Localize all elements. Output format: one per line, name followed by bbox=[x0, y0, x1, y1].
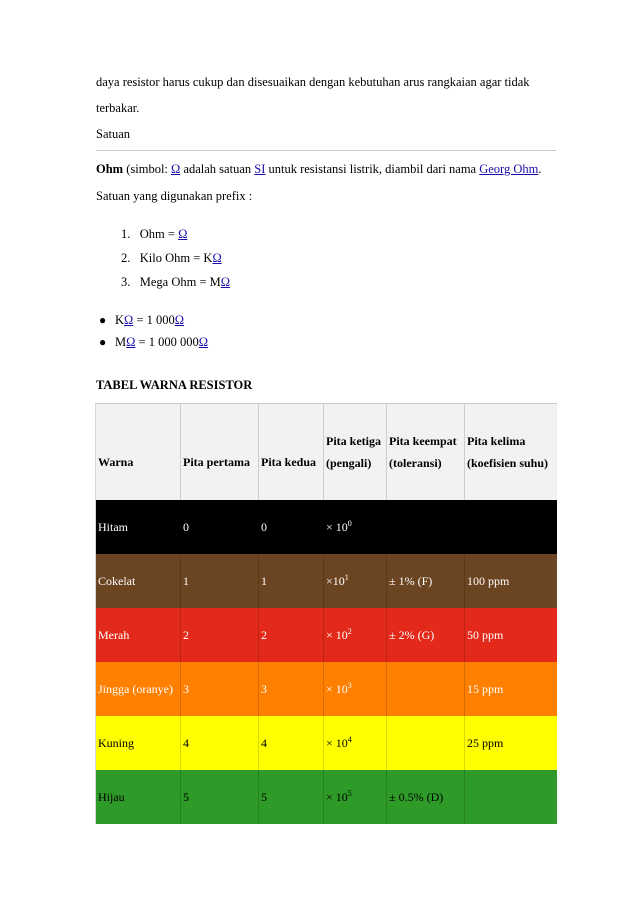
cell-pita-pertama: 3 bbox=[181, 662, 259, 716]
numbered-item-number: 3. bbox=[121, 275, 131, 289]
numbered-item bbox=[121, 275, 230, 290]
numbered-item-number: 1. bbox=[121, 227, 131, 241]
cell-pengali: × $10^2$ bbox=[324, 608, 387, 662]
bullet-icon: ● bbox=[99, 335, 107, 349]
table-row bbox=[96, 716, 557, 770]
bullet-item bbox=[115, 335, 208, 350]
prefix-intro: Satuan yang digunakan prefix : bbox=[96, 189, 253, 203]
cell-toleransi bbox=[387, 662, 465, 716]
table-row bbox=[96, 608, 557, 662]
section-divider bbox=[96, 150, 556, 151]
cell-pita-pertama: 5 bbox=[181, 770, 259, 824]
cell-pita-kedua: 1 bbox=[259, 554, 324, 608]
cell-warna: Cokelat bbox=[96, 554, 181, 608]
ohm-symbol-link[interactable]: Ω bbox=[220, 275, 231, 289]
cell-warna: Kuning bbox=[96, 716, 181, 770]
ohm-def-part-2: adalah satuan bbox=[180, 162, 255, 176]
cell-pita-pertama: 2 bbox=[181, 608, 259, 662]
table-header-row bbox=[96, 404, 557, 501]
numbered-item-number: 2. bbox=[121, 251, 131, 265]
cell-warna: Merah bbox=[96, 608, 181, 662]
cell-pita-kedua: 4 bbox=[259, 716, 324, 770]
georg-ohm-link[interactable]: Georg Ohm bbox=[479, 162, 539, 176]
header-pita-pertama: Pita pertama bbox=[181, 404, 259, 501]
cell-toleransi: ± 2% (G) bbox=[387, 608, 465, 662]
ohm-symbol-link[interactable]: Ω bbox=[198, 335, 209, 349]
cell-pita-kedua: 0 bbox=[259, 500, 324, 554]
cell-koefisien-suhu bbox=[465, 500, 557, 554]
cell-koefisien-suhu: 100 ppm bbox=[465, 554, 557, 608]
bullet-icon: ● bbox=[99, 313, 107, 327]
table-row bbox=[96, 500, 557, 554]
numbered-item bbox=[121, 227, 187, 242]
section-heading-satuan: Satuan bbox=[96, 127, 131, 141]
resistor-color-table bbox=[95, 403, 557, 824]
cell-warna: Jingga (oranye) bbox=[96, 662, 181, 716]
intro-line-1: daya resistor harus cukup dan disesuaikan dengan kebutuhan arus rangkaian agar tidak bbox=[96, 75, 530, 89]
cell-pita-kedua: 2 bbox=[259, 608, 324, 662]
bullet-prefix: K bbox=[115, 313, 125, 327]
ohm-symbol-link[interactable]: Ω bbox=[178, 227, 188, 241]
ohm-definition bbox=[96, 162, 542, 177]
header-pita-ketiga: Pita ketiga (pengali) bbox=[324, 404, 387, 501]
cell-koefisien-suhu: 50 ppm bbox=[465, 608, 557, 662]
ohm-symbol-link[interactable]: Ω bbox=[124, 313, 134, 327]
cell-pita-kedua: 3 bbox=[259, 662, 324, 716]
cell-pita-kedua: 5 bbox=[259, 770, 324, 824]
cell-koefisien-suhu: 15 ppm bbox=[465, 662, 557, 716]
cell-pengali: × $10^3$ bbox=[324, 662, 387, 716]
cell-toleransi: ± 0.5% (D) bbox=[387, 770, 465, 824]
header-pita-kelima: Pita kelima (koefisien suhu) bbox=[465, 404, 557, 501]
table-row bbox=[96, 554, 557, 608]
cell-toleransi bbox=[387, 500, 465, 554]
ohm-symbol-link[interactable]: Ω bbox=[212, 251, 222, 265]
cell-warna: Hijau bbox=[96, 770, 181, 824]
cell-pengali: × $10^0$ bbox=[324, 500, 387, 554]
cell-warna: Hitam bbox=[96, 500, 181, 554]
intro-line-2: terbakar. bbox=[96, 101, 140, 115]
ohm-symbol-link[interactable]: Ω bbox=[126, 335, 136, 349]
ohm-def-part-4: . bbox=[538, 162, 542, 176]
table-row bbox=[96, 770, 557, 824]
header-pita-keempat: Pita keempat (toleransi) bbox=[387, 404, 465, 501]
ohm-term: Ohm bbox=[96, 162, 124, 176]
numbered-item bbox=[121, 251, 222, 266]
header-warna: Warna bbox=[96, 404, 181, 501]
numbered-item-text: Kilo Ohm = K bbox=[139, 251, 213, 265]
ohm-def-part-3: untuk resistansi listrik, diambil dari nama bbox=[265, 162, 480, 176]
bullet-value: = 1 000 bbox=[133, 313, 175, 327]
cell-pengali: × $10^4$ bbox=[324, 716, 387, 770]
bullet-value: = 1 000 000 bbox=[135, 335, 199, 349]
ohm-symbol-link[interactable]: Ω bbox=[174, 313, 185, 327]
si-link[interactable]: SI bbox=[254, 162, 266, 176]
header-pita-kedua: Pita kedua bbox=[259, 404, 324, 501]
table-row bbox=[96, 662, 557, 716]
ohm-def-part-1: (simbol: bbox=[123, 162, 172, 176]
cell-koefisien-suhu bbox=[465, 770, 557, 824]
numbered-item-text: Mega Ohm = M bbox=[139, 275, 221, 289]
numbered-item-text: Ohm = bbox=[139, 227, 179, 241]
cell-toleransi: ± 1% (F) bbox=[387, 554, 465, 608]
bullet-item bbox=[115, 313, 184, 328]
cell-pita-pertama: 4 bbox=[181, 716, 259, 770]
cell-pita-pertama: 0 bbox=[181, 500, 259, 554]
cell-pita-pertama: 1 bbox=[181, 554, 259, 608]
cell-koefisien-suhu: 25 ppm bbox=[465, 716, 557, 770]
cell-pengali: $\times 10^1$ bbox=[324, 554, 387, 608]
cell-pengali: × $10^5$ bbox=[324, 770, 387, 824]
ohm-symbol-link[interactable]: Ω bbox=[171, 162, 181, 176]
bullet-prefix: M bbox=[115, 335, 127, 349]
cell-toleransi bbox=[387, 716, 465, 770]
table-title: TABEL WARNA RESISTOR bbox=[96, 378, 253, 392]
